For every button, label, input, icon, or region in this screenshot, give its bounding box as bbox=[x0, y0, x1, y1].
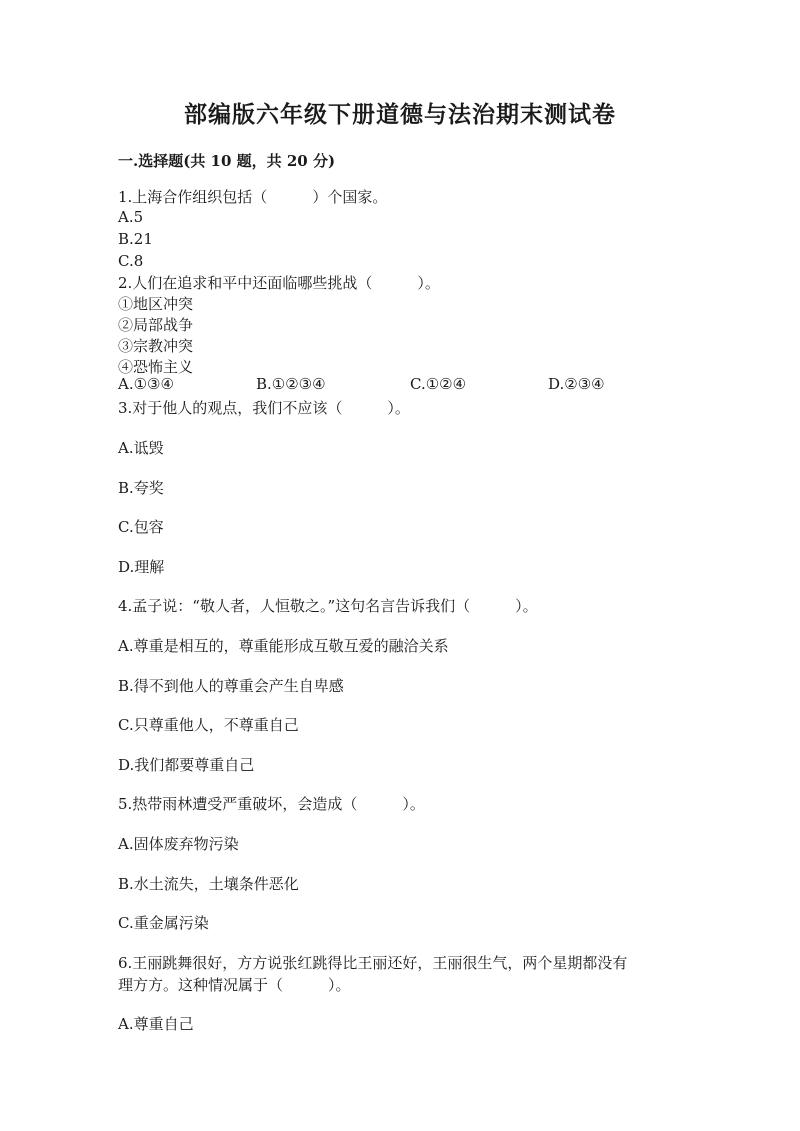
question-6-option-a: A.尊重自己 bbox=[118, 1015, 194, 1033]
question-2-option-a: A.①③④ bbox=[118, 375, 174, 393]
question-5-stem: 5.热带雨林遭受严重破坏，会造成（ ）。 bbox=[118, 795, 425, 813]
question-3-option-d: D.理解 bbox=[118, 558, 165, 576]
question-1-stem: 1.上海合作组织包括（ ）个国家。 bbox=[118, 188, 388, 206]
question-2-item-1: ①地区冲突 bbox=[118, 295, 194, 313]
question-1-option-b: B.21 bbox=[118, 230, 153, 248]
question-3-option-b: B.夸奖 bbox=[118, 479, 164, 497]
question-4-stem: 4.孟子说：“敬人者，人恒敬之。”这句名言告诉我们（ ）。 bbox=[118, 597, 538, 615]
question-6-stem-line-2: 理方方。这种情况属于（ ）。 bbox=[118, 976, 351, 994]
question-1-option-c: C.8 bbox=[118, 252, 144, 270]
question-2-item-2: ②局部战争 bbox=[118, 316, 194, 334]
question-4-option-b: B.得不到他人的尊重会产生自卑感 bbox=[118, 677, 344, 695]
question-4-option-c: C.只尊重他人，不尊重自己 bbox=[118, 716, 299, 734]
question-1-option-a: A.5 bbox=[118, 208, 144, 226]
section-header: 一.选择题(共 10 题，共 20 分) bbox=[118, 152, 336, 170]
page-title: 部编版六年级下册道德与法治期末测试卷 bbox=[184, 101, 616, 128]
question-2-options bbox=[118, 375, 678, 397]
question-2-option-c: C.①②④ bbox=[410, 375, 467, 393]
question-2-option-b: B.①②③④ bbox=[256, 375, 326, 393]
question-3-option-a: A.诋毁 bbox=[118, 439, 164, 457]
question-3-option-c: C.包容 bbox=[118, 518, 164, 536]
question-4-option-d: D.我们都要尊重自己 bbox=[118, 756, 255, 774]
question-5-option-b: B.水土流失，土壤条件恶化 bbox=[118, 875, 299, 893]
question-2-item-4: ④恐怖主义 bbox=[118, 358, 194, 376]
question-5-option-c: C.重金属污染 bbox=[118, 914, 209, 932]
question-6-stem-line-1: 6.王丽跳舞很好，方方说张红跳得比王丽还好，王丽很生气，两个星期都没有 bbox=[118, 954, 628, 972]
question-3-stem: 3.对于他人的观点，我们不应该（ ）。 bbox=[118, 399, 410, 417]
question-4-option-a: A.尊重是相互的，尊重能形成互敬互爱的融洽关系 bbox=[118, 637, 449, 655]
question-2-stem: 2.人们在追求和平中还面临哪些挑战（ ）。 bbox=[118, 274, 440, 292]
question-5-option-a: A.固体废弃物污染 bbox=[118, 835, 239, 853]
question-2-item-3: ③宗教冲突 bbox=[118, 337, 194, 355]
question-2-option-d: D.②③④ bbox=[548, 375, 605, 393]
